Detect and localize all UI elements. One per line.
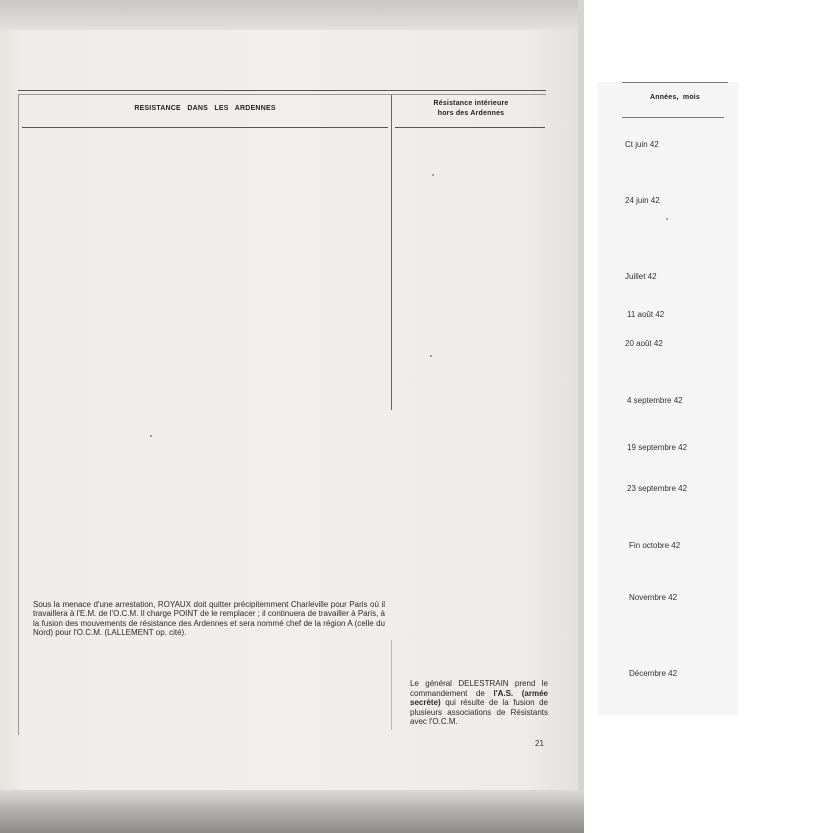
- date-entry: 23 septembre 42: [627, 484, 688, 493]
- header-annees-mois: Années, mois: [649, 94, 701, 101]
- header-top-rule-2: [18, 94, 546, 95]
- page-top-shadow: [0, 0, 584, 30]
- date-entry: 4 septembre 42: [627, 396, 683, 405]
- right-header-top-rule: [622, 82, 728, 83]
- page-bottom-shadow: [0, 790, 584, 833]
- left-margin-rule: [18, 95, 19, 735]
- royaux-paragraph: Sous la menace d'une arrestation, ROYAUX doit quitter précipitemment Charleville pour Paris où il travaillera à l'E.M. de l'O.C.M. Il charge POINT de le remplacer ; il continuera de travailler à Paris, à la fusion des mouvements de résistance des Ardennes et sera nommé chef de la région A (celle du Nord) pour l'O.C.M. (LALLEMENT op. cité).: [33, 600, 385, 637]
- scan-speck: [150, 435, 152, 437]
- date-entry: Fin octobre 42: [629, 541, 681, 550]
- date-entry: Décembre 42: [629, 669, 678, 678]
- header-hors-ardennes: hors des Ardennes: [437, 110, 505, 117]
- column-divider-rule: [391, 95, 392, 410]
- date-entry: 11 août 42: [627, 310, 665, 319]
- page-number: 21: [535, 739, 544, 748]
- scan-speck: [666, 218, 668, 220]
- date-entry: 19 septembre 42: [627, 443, 688, 452]
- delestrain-text-part2: qui résulte de la fusion de plusieurs associations de Résistants avec l'O.C.M.: [410, 698, 548, 727]
- date-entry: 20 août 42: [625, 339, 663, 348]
- mid-header-bottom-rule: [395, 127, 545, 128]
- header-top-rule: [18, 90, 546, 91]
- header-resistance-ardennes: RESISTANCE DANS LES ARDENNES: [134, 105, 276, 112]
- right-header-bottom-rule: [622, 117, 724, 118]
- delestrain-text-part1: Le général DELESTRAIN prend le commandement de: [410, 679, 548, 698]
- header-resistance-interieure: Résistance intérieure: [433, 100, 509, 107]
- page-right-edge: [578, 0, 584, 833]
- date-entry: 24 juin 42: [625, 196, 660, 205]
- date-entry: Ct juin 42: [625, 140, 659, 149]
- column-divider-rule-lower: [391, 640, 392, 730]
- armee-secrete-bold: l'A.S. (armée secrète): [410, 688, 548, 708]
- left-header-bottom-rule: [22, 127, 388, 128]
- date-entry: Novembre 42: [629, 593, 678, 602]
- scan-speck: [432, 174, 434, 176]
- scan-speck: [430, 355, 432, 357]
- delestrain-paragraph: [410, 679, 548, 727]
- date-entry: Juillet 42: [625, 272, 657, 281]
